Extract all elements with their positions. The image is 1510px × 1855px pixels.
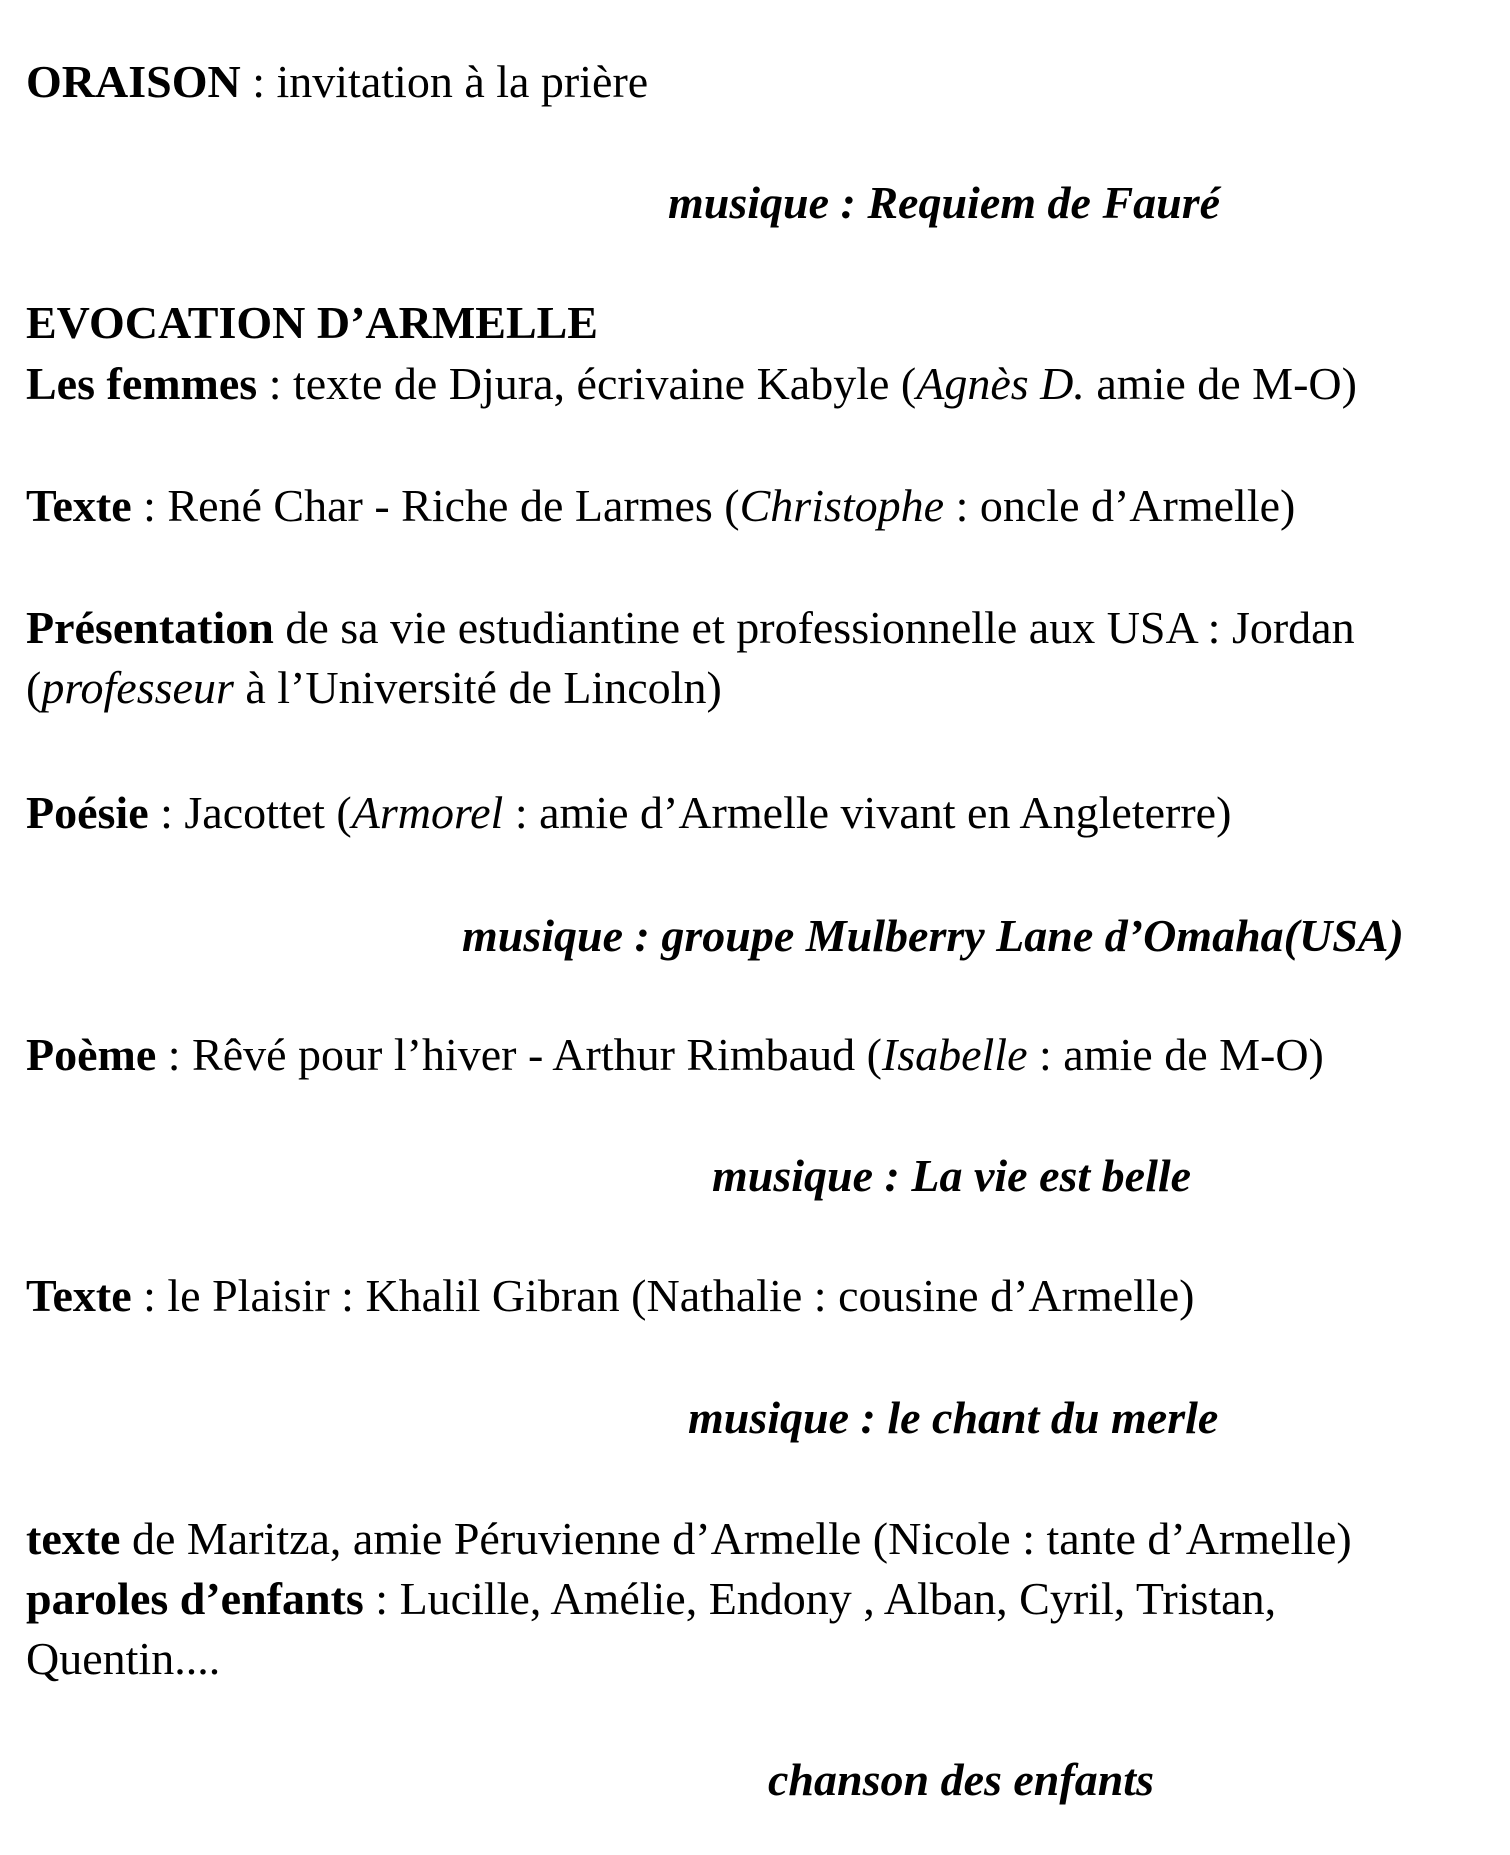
texte-char-label: Texte xyxy=(26,480,132,531)
texte-gibran-line xyxy=(26,1268,1194,1324)
enfants-line-2: Quentin.... xyxy=(26,1633,221,1684)
oraison-label: ORAISON xyxy=(26,56,241,107)
maritza-label: texte xyxy=(26,1513,121,1564)
enfants-label: paroles d’enfants xyxy=(26,1573,364,1624)
presentation-text-a: de sa vie estudiantine et professionnelle aux USA : Jordan xyxy=(273,602,1355,653)
poeme-label: Poème xyxy=(26,1029,157,1080)
poesie-line xyxy=(26,785,1231,841)
enfants-line xyxy=(26,1571,1276,1627)
femmes-reader: Agnès D. xyxy=(916,358,1085,409)
presentation-line2-a: ( xyxy=(26,662,42,713)
poesie-text-a: : Jacottet ( xyxy=(148,787,352,838)
femmes-text-b: amie de M-O) xyxy=(1084,358,1357,409)
maritza-line xyxy=(26,1511,1352,1567)
poesie-label: Poésie xyxy=(26,787,149,838)
music-vie-belle: musique : La vie est belle xyxy=(712,1150,1192,1201)
femmes-label: Les femmes xyxy=(26,358,258,409)
music-mulberry: musique : groupe Mulberry Lane d’Omaha(USA) xyxy=(462,910,1404,961)
presentation-line-2 xyxy=(26,660,722,716)
oraison-text: : invitation à la prière xyxy=(240,56,649,107)
evocation-heading: EVOCATION D’ARMELLE xyxy=(26,297,598,348)
poeme-line xyxy=(26,1027,1324,1083)
presentation-label: Présentation xyxy=(26,602,274,653)
femmes-text-a: : texte de Djura, écrivaine Kabyle ( xyxy=(257,358,917,409)
maritza-text: de Maritza, amie Péruvienne d’Armelle (Nicole : tante d’Armelle) xyxy=(120,1513,1352,1564)
poesie-text-b: : amie d’Armelle vivant en Angleterre) xyxy=(503,787,1232,838)
music-chanson-enfants: chanson des enfants xyxy=(768,1754,1154,1805)
poesie-reader: Armorel xyxy=(351,787,504,838)
poeme-text-a: : Rêvé pour l’hiver - Arthur Rimbaud ( xyxy=(156,1029,882,1080)
presentation-line xyxy=(26,600,1355,656)
presentation-reader: professeur xyxy=(41,662,234,713)
poeme-text-b: : amie de M-O) xyxy=(1027,1029,1324,1080)
texte-char-reader: Christophe xyxy=(739,480,945,531)
texte-gibran-label: Texte xyxy=(26,1270,132,1321)
music-chant-merle: musique : le chant du merle xyxy=(688,1392,1219,1443)
texte-char-text-b: : oncle d’Armelle) xyxy=(944,480,1296,531)
oraison-line xyxy=(26,54,648,110)
texte-char-text-a: : René Char - Riche de Larmes ( xyxy=(131,480,740,531)
texte-gibran-text: : le Plaisir : Khalil Gibran (Nathalie : cousine d’Armelle) xyxy=(131,1270,1195,1321)
presentation-line2-b: à l’Université de Lincoln) xyxy=(233,662,722,713)
femmes-line xyxy=(26,356,1357,412)
poeme-reader: Isabelle xyxy=(881,1029,1028,1080)
enfants-text: : Lucille, Amélie, Endony , Alban, Cyril, Tristan, xyxy=(363,1573,1277,1624)
texte-char-line xyxy=(26,478,1295,534)
music-requiem: musique : Requiem de Fauré xyxy=(668,177,1221,228)
